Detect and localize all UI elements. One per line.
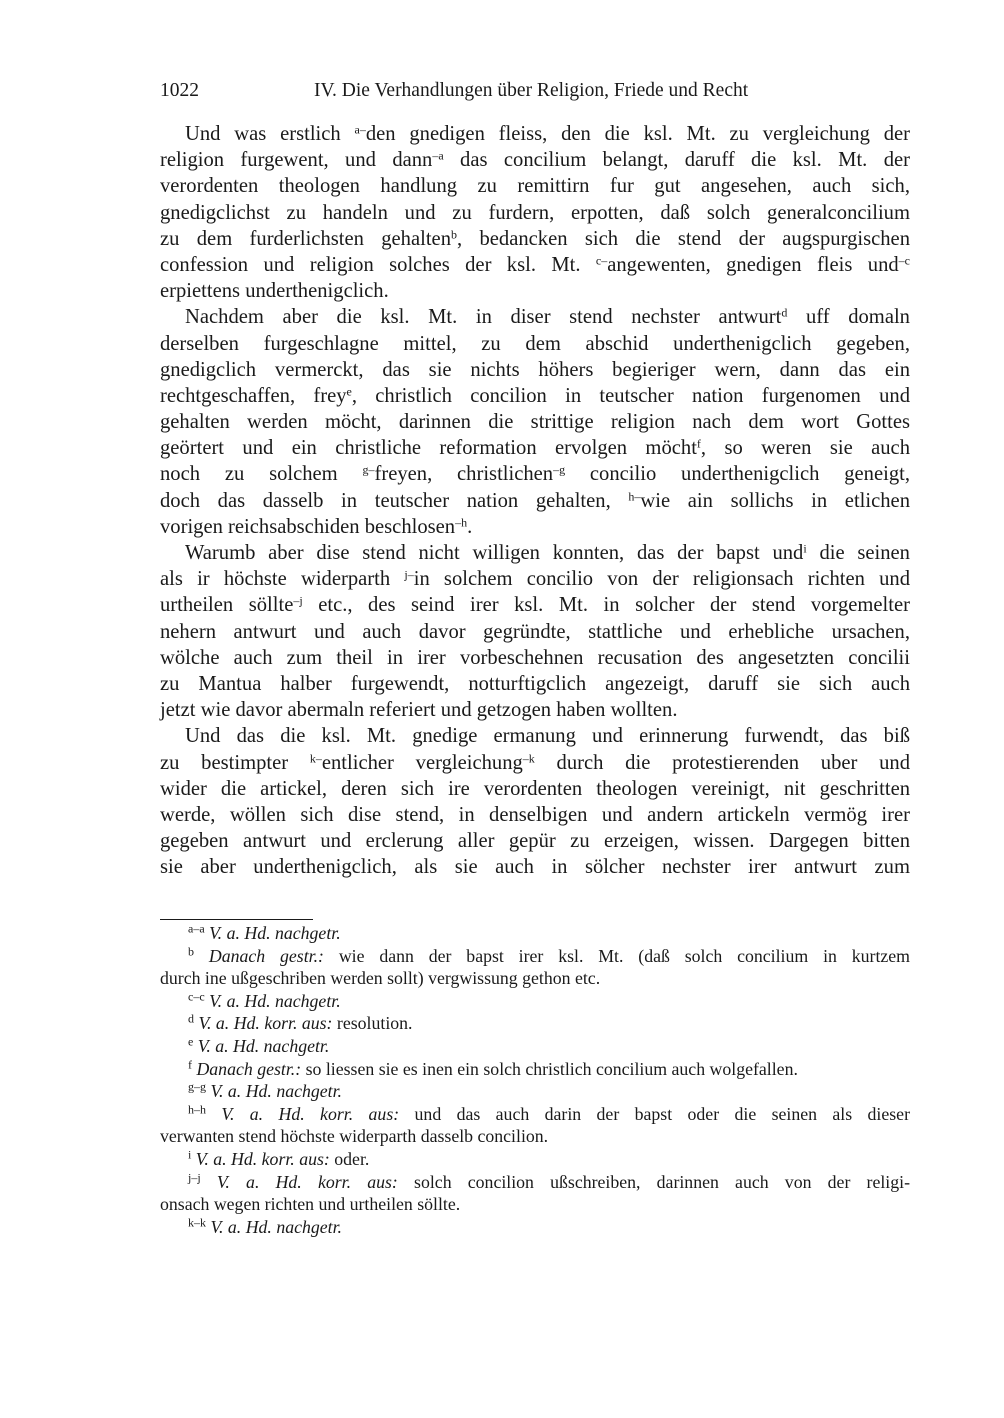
footnote-marker: –h: [455, 515, 468, 530]
footnote: [160, 1080, 910, 1103]
text-span: doch das dasselb in teutscher nation gehalten,: [160, 489, 629, 512]
quoted-text: solch concilion ußschreiben, darinnen auch von der religi-: [397, 1171, 910, 1192]
editorial-note: V. a. Hd. korr. aus:: [195, 1148, 330, 1169]
text-span: zu dem furderlichsten gehalten: [160, 227, 451, 250]
text-span: sie aber underthenigclich, als sie auch in sölcher nechster irer antwurt zum: [160, 856, 910, 879]
editorial-note: V. a. Hd. nachgetr.: [209, 923, 341, 943]
footnote-marker: a–: [354, 122, 366, 137]
footnote-marker: e: [346, 384, 352, 399]
quoted-text: durch ine ußgeschriben werden sollt) vergwissung gethon etc.: [160, 968, 601, 989]
editorial-note: V. a. Hd. nachgetr.: [197, 1035, 330, 1056]
text-line: [160, 592, 910, 618]
text-line: [160, 540, 910, 566]
text-span: in solchem concilio von der religionsach richten und: [413, 568, 910, 591]
text-span: nehern antwurt und auch davor gegründte, stattliche und erhebliche ursachen,: [160, 620, 910, 643]
footnote: [160, 1103, 910, 1148]
footnote-mark: k–k: [188, 1215, 206, 1230]
text-line: [160, 514, 910, 540]
footnotes: [160, 922, 910, 1238]
text-line: [160, 802, 910, 828]
text-span: gnedigclich vermerckt, das sie nichts höhers begieriger wern, dann das ein: [160, 358, 910, 381]
text-line: [160, 147, 910, 173]
text-line: [160, 173, 910, 199]
text-span: gehalten werden möcht, darinnen die strittige religion nach dem wort Gottes: [160, 411, 910, 434]
footnote: [160, 1171, 910, 1216]
footnote: [160, 1148, 910, 1171]
text-span: rechtgeschaffen, frey: [160, 384, 347, 407]
text-line: [160, 854, 910, 880]
text-span: .: [467, 515, 473, 538]
footnote-mark: i: [188, 1147, 192, 1162]
text-line: [160, 383, 910, 409]
text-span: noch zu solchem: [160, 463, 363, 486]
text-line: [160, 828, 910, 854]
text-line: [160, 409, 910, 435]
page-number: 1022: [160, 80, 199, 101]
text-span: zu Mantua halber furgewendt, notturftigclich angezeigt, daruff sie sich auch: [160, 672, 910, 695]
text-line: [160, 304, 910, 330]
footnote-marker: –j: [293, 593, 303, 608]
text-line: [160, 671, 910, 697]
text-span: gnedigclichst zu handeln und zu furdern, erpotten, daß solch generalconcilium: [160, 201, 910, 224]
text-span: confession und religion solches der ksl. Mt.: [160, 253, 596, 276]
quoted-text: onsach wegen richten und urtheilen söllte.: [160, 1194, 461, 1215]
editorial-note: V. a. Hd. korr. aus:: [221, 1103, 400, 1124]
text-span: wider die artickel, deren sich ire verordenten theologen vereinigt, nit geschritten: [160, 777, 910, 800]
text-line: [160, 619, 910, 645]
main-text: [160, 121, 910, 880]
text-line: [160, 645, 910, 671]
text-span: den gnedigen fleiss, den die ksl. Mt. zu vergleichung der: [365, 123, 910, 145]
text-line: [160, 200, 910, 226]
footnote-marker: –g: [553, 462, 566, 477]
text-span: Nachdem aber die ksl. Mt. in diser stend nechster antwurt: [185, 306, 782, 329]
editorial-note: V. a. Hd. nachgetr.: [210, 1216, 342, 1237]
text-line: [160, 121, 910, 147]
quoted-text: resolution.: [332, 1013, 413, 1034]
editorial-note: V. a. Hd. korr. aus:: [198, 1013, 333, 1034]
text-span: jetzt wie davor abermaln referiert und getzogen haben wollten.: [160, 699, 678, 722]
footnote-mark: h–h: [188, 1102, 206, 1117]
text-span: erpiettens underthenigclich.: [160, 280, 389, 303]
footnote-marker: g–: [362, 462, 375, 477]
footnote: [160, 1012, 910, 1035]
text-line: [160, 252, 910, 278]
text-line: [160, 776, 910, 802]
text-span: freyen, christlichen: [374, 463, 554, 486]
quoted-text: oder.: [329, 1148, 370, 1169]
footnote: [160, 922, 910, 945]
footnote-marker: j–: [404, 567, 414, 582]
text-span: das concilium belangt, daruff die ksl. Mt. der: [443, 149, 910, 172]
text-span: als ir höchste widerparth: [160, 568, 405, 591]
text-span: urtheilen söllte: [160, 594, 294, 617]
text-span: Warumb aber dise stend nicht willigen konnten, das der bapst und: [185, 542, 804, 564]
text-span: concilio underthenigclich geneigt,: [565, 463, 910, 486]
editorial-note: Danach gestr.:: [196, 1058, 302, 1079]
text-span: geörtert und ein christliche reformation ervolgen möcht: [160, 437, 697, 460]
editorial-note: V. a. Hd. nachgetr.: [210, 1081, 342, 1102]
text-line: [160, 723, 910, 749]
editorial-note: V. a. Hd. korr. aus:: [216, 1171, 398, 1192]
footnote: [160, 1058, 910, 1081]
text-span: , christlich concilion in teutscher nation furgenomen und: [351, 384, 911, 407]
text-line: [160, 435, 910, 461]
footnote-mark: f: [188, 1056, 192, 1071]
footnote-mark: b: [188, 944, 194, 958]
text-line: [160, 566, 910, 592]
quoted-text: und das auch darin der bapst oder die seinen als dieser: [399, 1103, 910, 1124]
text-span: derselben furgeschlagne mittel, zu dem abschid underthenigclich gegeben,: [160, 332, 910, 355]
text-span: , bedancken sich die stend der augspurgischen: [457, 227, 910, 250]
quoted-text: verwanten stend höchste widerparth dasselb concilion.: [160, 1126, 549, 1147]
footnote-marker: f: [696, 436, 701, 451]
text-span: die seinen: [806, 542, 910, 564]
text-span: verordenten theologen handlung zu remittirn fur gut angesehen, auch sich,: [160, 175, 910, 198]
text-line: [160, 278, 910, 304]
footnote-marker: c–: [595, 253, 608, 268]
text-span: durch die protestierenden uber und: [534, 751, 910, 774]
quoted-text: wie dann der bapst irer ksl. Mt. (daß solch concilium in kurtzem: [323, 945, 911, 966]
footnote-marker: –k: [522, 750, 535, 765]
editorial-note: Danach gestr.:: [208, 945, 324, 966]
text-span: etc., des seind irer ksl. Mt. in solcher der stend vorgemelter: [302, 594, 910, 617]
footnote-marker: –a: [432, 148, 444, 163]
footnote: [160, 945, 910, 990]
footnote: [160, 1216, 910, 1239]
text-line: [160, 357, 910, 383]
footnote: [160, 1035, 910, 1058]
text-line: [160, 461, 910, 487]
text-line: [160, 226, 910, 252]
footnote-mark: d: [188, 1011, 194, 1026]
text-span: uff domaln: [787, 306, 910, 329]
text-span: vorigen reichsabschiden beschlosen: [160, 515, 456, 538]
footnote-marker: b: [451, 227, 457, 242]
footnote-separator: [160, 919, 313, 920]
text-span: zu bestimpter: [160, 751, 310, 774]
text-line: [160, 488, 910, 514]
text-span: , so weren sie auch: [700, 437, 910, 460]
quoted-text: so liessen sie es inen ein solch christlich concilium auch wolgefallen.: [301, 1058, 798, 1079]
footnote-marker: d: [781, 305, 788, 320]
text-span: religion furgewent, und dann: [160, 149, 433, 172]
footnote-mark: c–c: [188, 989, 205, 1004]
text-span: gegeben antwurt und erclerung aller gepür zu erzeigen, wissen. Dargegen bitten: [160, 830, 910, 853]
running-title: IV. Die Verhandlungen über Religion, Friede und Recht: [314, 80, 749, 101]
footnote-mark: e: [188, 1034, 194, 1049]
footnote-mark: a–a: [188, 921, 205, 936]
running-header: [160, 80, 910, 106]
text-line: [160, 331, 910, 357]
text-span: wie ain sollichs in etlichen: [640, 489, 910, 512]
text-line: [160, 750, 910, 776]
footnote-marker: k–: [309, 750, 322, 765]
footnote-mark: j–j: [188, 1169, 201, 1184]
text-span: entlicher vergleichung: [321, 751, 523, 774]
footnote: [160, 990, 910, 1013]
text-span: Und was erstlich: [185, 123, 355, 145]
footnote-marker: –c: [898, 253, 910, 268]
text-span: Und das die ksl. Mt. gnedige ermanung und erinnerung furwendt, das biß: [185, 725, 910, 748]
editorial-note: V. a. Hd. nachgetr.: [209, 990, 341, 1011]
footnote-mark: g–g: [188, 1079, 206, 1094]
footnote-marker: h–: [628, 489, 641, 504]
text-line: [160, 697, 910, 723]
footnote-marker: i: [803, 541, 807, 556]
text-span: angewenten, gnedigen fleis und: [607, 253, 899, 276]
text-span: werde, wöllen sich dise stend, in denselbigen und andern artickeln vermög irer: [160, 803, 910, 826]
text-span: wölche auch zum theil in irer vorbeschehnen recusation des angesetzten concilii: [160, 646, 910, 669]
